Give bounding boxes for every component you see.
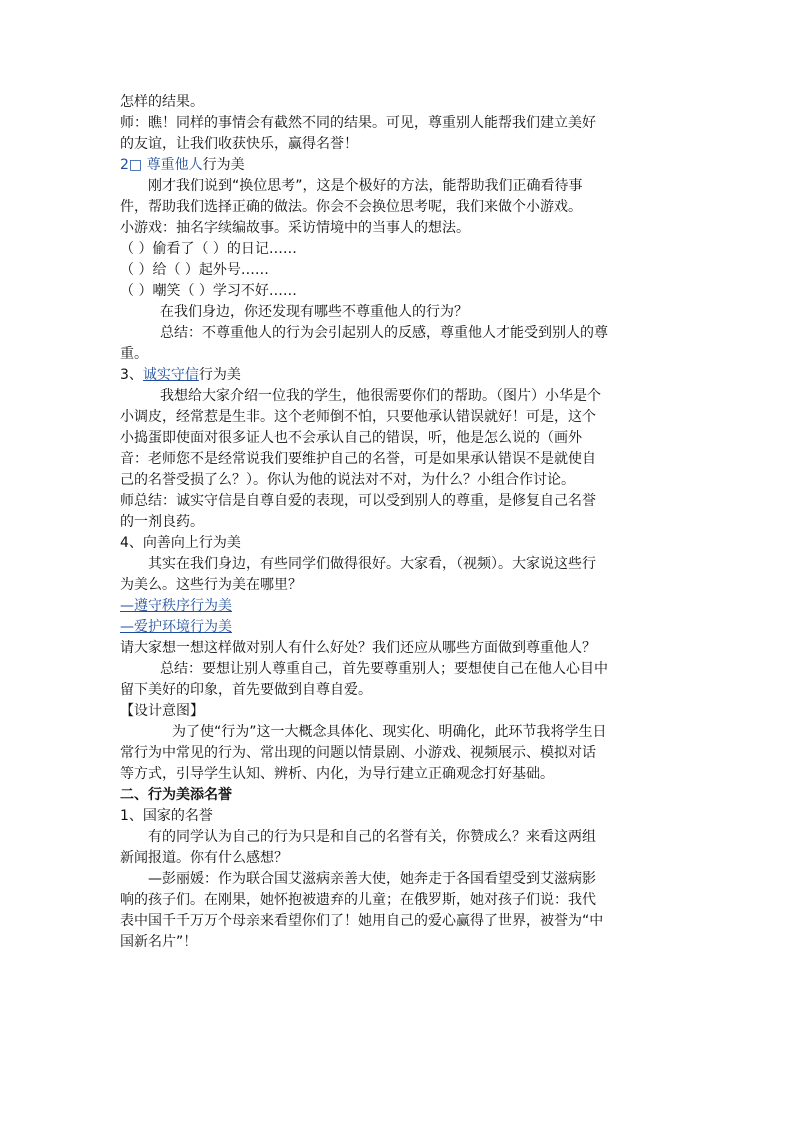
text-line: 总结：不尊重他人的行为会引起别人的反感，尊重他人才能受到别人的尊 xyxy=(160,325,608,341)
text-line: 响的孩子们。在刚果，她怀抱被遗弃的儿童；在俄罗斯，她对孩子们说：我代 xyxy=(120,892,596,908)
blue-subheading: —爱护环境行为美 xyxy=(120,619,232,635)
text-line: 表中国千千万万个母亲来看望你们了！她用自己的爱心赢得了世界，被誉为“中 xyxy=(120,913,604,929)
heading-text: 行为美 xyxy=(202,157,245,173)
heading-link-text: 诚实守信 xyxy=(142,367,199,383)
text-line: 新闻报道。你有什么感想？ xyxy=(120,850,288,866)
blue-subheading: —遵守秩序行为美 xyxy=(120,598,232,614)
document-page xyxy=(120,92,675,953)
text-line: 音：老师您不是经常说我们要维护自己的名誉，可是如果承认错误不是就使自 xyxy=(120,451,596,467)
text-line: 的友谊，让我们收获快乐，赢得名誉！ xyxy=(120,136,358,152)
text-line: 刚才我们说到“换位思考”，这是个极好的方法，能帮助我们正确看待事 xyxy=(148,178,583,194)
text-line: 小游戏：抽名字续编故事。采访情境中的当事人的想法。 xyxy=(120,220,470,236)
heading-number: 3、 xyxy=(120,367,143,383)
text-line: 为美么。这些行为美在哪里？ xyxy=(120,577,302,593)
text-line: 的一剂良药。 xyxy=(120,514,204,530)
text-line: 己的名誉受损了么？）。你认为他的说法对不对，为什么？小组合作讨论。 xyxy=(120,472,575,488)
text-line: 重。 xyxy=(120,346,148,362)
text-line: 其实在我们身边，有些同学们做得很好。大家看，（视频）。大家说这些行 xyxy=(148,556,596,572)
text-line: 留下美好的印象，首先要做到自尊自爱。 xyxy=(120,682,372,698)
text-line: 师总结：诚实守信是自尊自爱的表现，可以受到别人的尊重，是修复自己名誉 xyxy=(120,493,596,509)
text-line: 国新名片”！ xyxy=(120,934,198,950)
text-line: 小调皮，经常惹是生非。这个老师倒不怕，只要他承认错误就好！可是，这个 xyxy=(120,409,596,425)
text-line: 有的同学认为自己的行为只是和自己的名誉有关，你赞成么？来看这两组 xyxy=(148,829,596,845)
chapter-heading: 二、行为美添名誉 xyxy=(120,787,232,803)
design-intent-heading: 【设计意图】 xyxy=(120,703,204,719)
text-line: 小捣蛋即使面对很多证人也不会承认自己的错误，听，他是怎么说的（画外 xyxy=(120,430,582,446)
section-heading: 4、向善向上行为美 xyxy=(120,535,241,551)
heading-text: 行为美 xyxy=(198,367,241,383)
text-line: 我想给大家介绍一位我的学生，他很需要你们的帮助。（图片）小华是个 xyxy=(160,388,601,404)
text-line: （ ）给（ ）起外号…… xyxy=(120,262,269,278)
text-line: 师：瞧！同样的事情会有截然不同的结果。可见，尊重别人能帮我们建立美好 xyxy=(120,115,596,131)
text-line: 总结：要想让别人尊重自己，首先要尊重别人；要想使自己在他人心目中 xyxy=(160,661,608,677)
section-heading: 1、国家的名誉 xyxy=(120,808,213,824)
heading-link-text: 2□ 尊重他人 xyxy=(120,157,203,173)
section-heading xyxy=(120,365,675,386)
text-line: 等方式，引导学生认知、辨析、内化，为导行建立正确观念打好基础。 xyxy=(120,766,554,782)
text-line: 在我们身边，你还发现有哪些不尊重他人的行为？ xyxy=(160,304,468,320)
text-line: （ ）嘲笑（ ）学习不好…… xyxy=(120,283,297,299)
text-line: 常行为中常见的行为、常出现的问题以情景剧、小游戏、视频展示、模拟对话 xyxy=(120,745,596,761)
text-line: 件，帮助我们选择正确的做法。你会不会换位思考呢，我们来做个小游戏。 xyxy=(120,199,582,215)
text-line: （ ）偷看了（ ）的日记…… xyxy=(120,241,297,257)
section-heading xyxy=(120,155,675,176)
text-line: —彭丽媛：作为联合国艾滋病亲善大使，她奔走于各国看望受到艾滋病影 xyxy=(148,871,596,887)
text-line: 请大家想一想这样做对别人有什么好处？我们还应从哪些方面做到尊重他人？ xyxy=(120,640,596,656)
text-line: 为了使“行为”这一大概念具体化、现实化、明确化，此环节我将学生日 xyxy=(172,724,607,740)
text-line: 怎样的结果。 xyxy=(120,94,204,110)
